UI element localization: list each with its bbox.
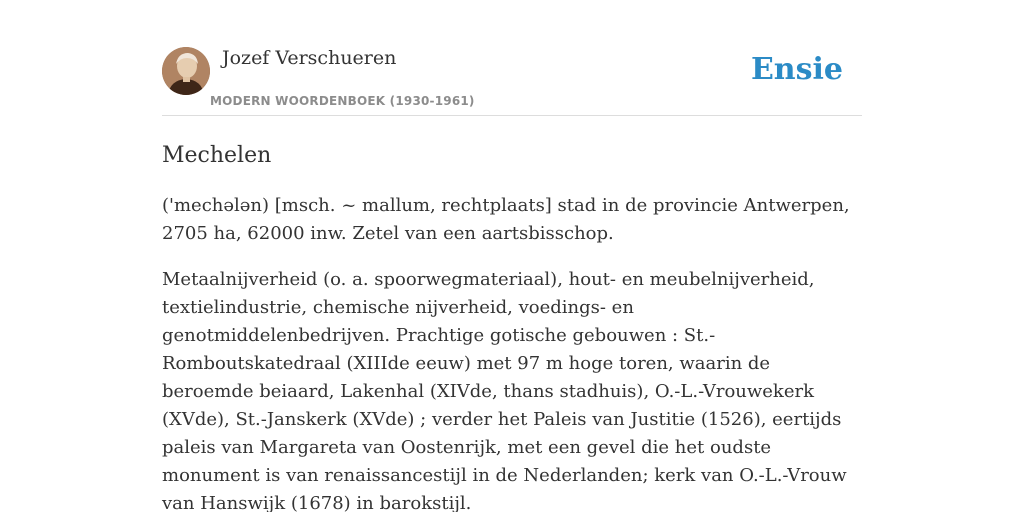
author-portrait-icon bbox=[162, 47, 210, 95]
entry-title: Mechelen bbox=[162, 143, 272, 168]
author-avatar[interactable] bbox=[162, 47, 210, 95]
entry-card bbox=[162, 44, 862, 512]
source-label[interactable]: MODERN WOORDENBOEK (1930-1961) bbox=[210, 94, 475, 108]
entry-paragraph-1: ('mechələn) [msch. ~ mallum, rechtplaats] stad in de provincie Antwerpen, 2705 ha, 62000 inw. Zetel van een aartsbisschop. bbox=[162, 195, 850, 244]
entry-paragraph-2: Metaalnijverheid (o. a. spoorwegmateriaal), hout- en meubelnijverheid, textielindustrie, chemische nijverheid, voedings- en genotmiddelenbedrijven. Prachtige gotische gebouwen : St.-Romboutskatedraal (XIIIde eeuw) met 97 m hoge toren, waarin de beroemde beiaard, Lakenhal (XIVde, thans stadhuis), O.-L.-Vrouwekerk (XVde), St.-Janskerk (XVde) ; verder het Paleis van Justitie (1526), eertijds paleis van Margareta van Oostenrijk, met een gevel die het oudste monument is van renaissancestijl in de Nederlanden; kerk van O.-L.-Vrouw van Hanswijk (1678) in barokstijl. bbox=[162, 269, 847, 512]
author-name[interactable]: Jozef Verschueren bbox=[222, 47, 397, 69]
entry-header bbox=[162, 44, 862, 116]
ensie-logo[interactable]: Ensie bbox=[750, 52, 843, 87]
